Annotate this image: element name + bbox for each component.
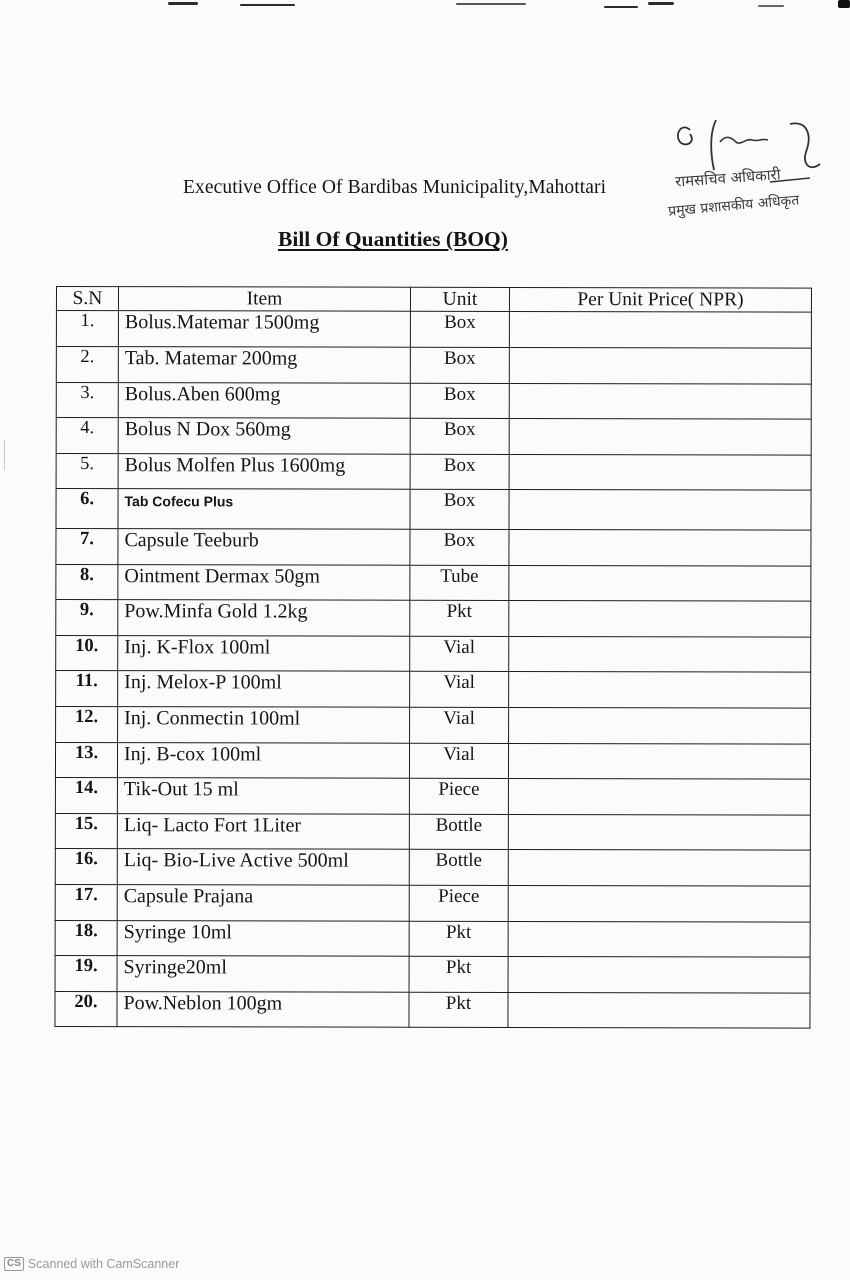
row-price <box>509 454 811 490</box>
row-unit: Box <box>410 529 509 565</box>
row-unit: Vial <box>410 672 509 708</box>
row-sn: 9. <box>56 600 118 636</box>
table-header-row <box>56 287 811 313</box>
row-sn: 4. <box>56 418 118 454</box>
row-unit: Vial <box>409 743 508 779</box>
row-price <box>509 490 811 530</box>
row-unit: Pkt <box>409 956 508 992</box>
row-item: Tik-Out 15 ml <box>117 778 409 814</box>
row-sn: 10. <box>56 635 118 671</box>
row-price <box>509 383 811 419</box>
table-row <box>55 849 810 886</box>
table-row <box>55 813 810 850</box>
table-row <box>56 382 811 419</box>
row-item: Bolus.Matemar 1500mg <box>118 311 410 347</box>
row-sn: 11. <box>56 671 118 707</box>
row-sn: 13. <box>55 742 117 778</box>
row-item: Inj. Conmectin 100ml <box>118 707 410 743</box>
header-item: Item <box>118 287 410 312</box>
office-heading: Executive Office Of Bardibas Municipality,Mahottari <box>183 177 607 198</box>
row-unit: Box <box>410 490 509 530</box>
row-sn: 5. <box>56 453 118 489</box>
camscanner-logo-icon: CS <box>4 1257 24 1271</box>
row-item: Inj. K-Flox 100ml <box>118 635 410 671</box>
row-unit: Pkt <box>410 600 509 636</box>
table-row <box>56 347 811 384</box>
row-sn: 20. <box>55 991 117 1027</box>
row-unit: Pkt <box>409 992 508 1028</box>
row-item: Capsule Teeburb <box>118 529 410 565</box>
table-row <box>56 489 811 530</box>
row-item: Syringe20ml <box>117 956 409 992</box>
row-unit: Box <box>410 312 509 348</box>
row-unit: Piece <box>409 778 508 814</box>
table-row <box>55 884 810 921</box>
row-item: Tab Cofecu Plus <box>118 489 410 529</box>
row-sn: 18. <box>55 920 117 956</box>
table-row <box>56 453 811 490</box>
table-row <box>56 418 811 455</box>
row-item: Pow.Neblon 100gm <box>117 991 409 1027</box>
row-item: Tab. Matemar 200mg <box>118 347 410 383</box>
row-item: Ointment Dermax 50gm <box>118 564 410 600</box>
row-price <box>509 707 811 743</box>
row-sn: 14. <box>55 778 117 814</box>
row-price <box>508 779 810 815</box>
row-sn: 15. <box>55 813 117 849</box>
table-row <box>55 742 810 779</box>
table-row <box>55 778 810 815</box>
row-unit: Vial <box>410 707 509 743</box>
seal-line-1: रामसचिव अधिकारी <box>674 165 782 191</box>
row-item: Inj. B-cox 100ml <box>117 742 409 778</box>
row-sn: 12. <box>56 706 118 742</box>
row-unit: Box <box>410 383 509 419</box>
row-sn: 17. <box>55 884 117 920</box>
scanner-text: Scanned with CamScanner <box>27 1257 180 1271</box>
row-sn: 16. <box>55 849 117 885</box>
table-row <box>56 311 811 348</box>
row-price <box>508 743 810 779</box>
row-price <box>508 814 810 850</box>
row-item: Syringe 10ml <box>117 920 409 956</box>
row-unit: Vial <box>410 636 509 672</box>
row-price <box>509 312 811 348</box>
table-row <box>56 564 811 601</box>
cropped-top-text <box>0 0 850 18</box>
table-row <box>55 956 810 993</box>
header-unit: Unit <box>410 287 509 312</box>
row-sn: 3. <box>56 382 118 418</box>
row-price <box>508 885 810 921</box>
row-unit: Box <box>410 347 509 383</box>
row-price <box>508 957 810 993</box>
row-unit: Piece <box>409 885 508 921</box>
row-price <box>509 347 811 383</box>
row-unit: Tube <box>410 565 509 601</box>
row-item: Bolus N Dox 560mg <box>118 418 410 454</box>
row-unit: Box <box>410 454 509 490</box>
row-item: Capsule Prajana <box>117 885 409 921</box>
row-sn: 8. <box>56 564 118 600</box>
table-row <box>56 706 811 743</box>
row-price <box>508 921 810 957</box>
table-row <box>56 528 811 565</box>
row-item: Bolus Molfen Plus 1600mg <box>118 453 410 489</box>
header-price: Per Unit Price( NPR) <box>509 287 811 312</box>
row-price <box>509 601 811 637</box>
row-item: Bolus.Aben 600mg <box>118 382 410 418</box>
row-sn: 6. <box>56 489 118 529</box>
row-price <box>508 992 810 1028</box>
document-title: Bill Of Quantities (BOQ) <box>278 227 508 251</box>
boq-table <box>54 286 812 1029</box>
seal-line-2: प्रमुख प्रशासकीय अधिकृत <box>667 192 800 220</box>
row-price <box>509 636 811 672</box>
table-row <box>55 991 810 1028</box>
row-sn: 2. <box>56 347 118 383</box>
row-price <box>509 565 811 601</box>
header-sn: S.N <box>56 287 118 312</box>
table-row <box>56 600 811 637</box>
table-row <box>56 671 811 708</box>
row-price <box>509 672 811 708</box>
row-unit: Pkt <box>409 921 508 957</box>
row-unit: Bottle <box>409 850 508 886</box>
scanner-watermark <box>4 1257 179 1271</box>
row-sn: 1. <box>56 311 118 347</box>
table-row <box>55 920 810 957</box>
row-sn: 19. <box>55 956 117 992</box>
table-row <box>56 635 811 672</box>
row-price <box>508 850 810 886</box>
row-unit: Bottle <box>409 814 508 850</box>
row-item: Liq- Lacto Fort 1Liter <box>117 813 409 849</box>
row-price <box>509 419 811 455</box>
row-unit: Box <box>410 418 509 454</box>
row-sn: 7. <box>56 528 118 564</box>
row-item: Liq- Bio-Live Active 500ml <box>117 849 409 885</box>
row-price <box>509 529 811 565</box>
row-item: Pow.Minfa Gold 1.2kg <box>118 600 410 636</box>
row-item: Inj. Melox-P 100ml <box>118 671 410 707</box>
